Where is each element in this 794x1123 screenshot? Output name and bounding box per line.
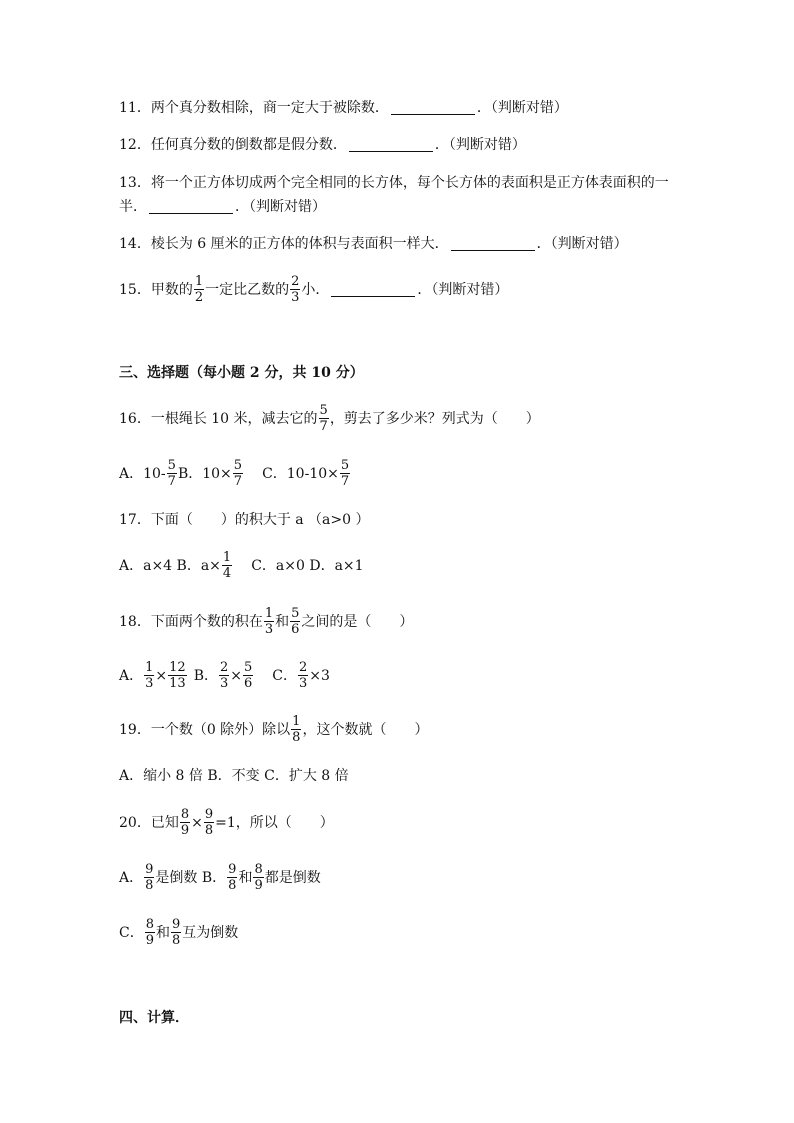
question-13-tail: ．（判断对错） — [235, 199, 326, 215]
question-15-text: 15．甲数的 — [119, 281, 193, 298]
question-12-text: 12．任何真分数的倒数都是假分数． — [119, 137, 347, 153]
question-18-text-mid: 和 — [275, 613, 290, 630]
fraction: $\frac{5}{7}$ — [233, 458, 243, 489]
times-sign: × — [230, 667, 242, 684]
fraction: $\frac{8}{9}$ — [145, 917, 154, 948]
question-14-tail: ．（判断对错） — [536, 236, 628, 252]
question-13-line2 — [119, 200, 326, 214]
question-11-tail: ．（判断对错） — [476, 100, 568, 116]
answer-blank-15[interactable] — [331, 295, 415, 297]
option-b[interactable]: B．10× — [177, 465, 232, 482]
question-19-text-end: ，这个数就（ ） — [302, 721, 429, 738]
fraction: $\frac{2}{3}$ — [219, 660, 229, 691]
question-18-text-end: 之间的是（ ） — [301, 613, 414, 630]
option-a-b[interactable]: A．a×4 B．a× — [119, 557, 221, 574]
question-19-option-list[interactable]: A．缩小 8 倍 B．不变 C．扩大 8 倍 — [119, 768, 349, 784]
fraction: $\frac{5}{7}$ — [340, 458, 350, 489]
question-13-text: 13．将一个正方体切成两个完全相同的长方体，每个长方体的表面积是正方体表面积的一 — [119, 175, 669, 191]
option-c-d[interactable]: C．a×0 D．a×1 — [251, 557, 364, 574]
question-15-tail: ．（判断对错） — [417, 281, 509, 298]
section-title-text: 四、计算． — [119, 1010, 189, 1026]
answer-blank-11[interactable] — [391, 113, 475, 115]
question-18-text: 18．下面两个数的积在 — [119, 613, 263, 630]
question-17 — [119, 513, 370, 527]
question-11-text: 11．两个真分数相除，商一定大于被除数． — [119, 100, 389, 116]
question-12 — [119, 138, 526, 152]
section-4-title — [119, 1011, 189, 1025]
option-c-tail: ×3 — [309, 667, 330, 684]
option-c[interactable]: C． — [272, 667, 297, 684]
times-sign: × — [155, 667, 168, 684]
question-20 — [119, 808, 334, 837]
option-a[interactable]: A． — [119, 869, 144, 886]
fraction: $\frac{1}{3}$ — [264, 606, 274, 637]
section-title-text: 三、选择题（每小题 2 分，共 10 分） — [119, 365, 364, 381]
fraction: $\frac{2}{3}$ — [299, 660, 308, 691]
question-20-option-c — [119, 918, 238, 947]
question-14 — [119, 237, 628, 251]
question-16 — [119, 404, 540, 433]
option-a[interactable]: A． — [119, 667, 144, 684]
option-c-and: 和 — [156, 924, 170, 941]
option-c[interactable]: C． — [119, 924, 144, 941]
times-sign: × — [191, 814, 203, 831]
fraction: $\frac{5}{6}$ — [244, 660, 253, 691]
fraction: $\frac{9}{8}$ — [172, 917, 181, 948]
fraction: $\frac{8}{9}$ — [180, 807, 190, 838]
fraction: $\frac{1}{4}$ — [222, 550, 232, 581]
fraction: $\frac{1}{8}$ — [292, 714, 301, 745]
question-15-text-mid: 一定比乙数的 — [205, 281, 290, 298]
question-15-text-end: 小． — [301, 281, 330, 298]
question-19-options — [119, 769, 349, 783]
fraction: $\frac{12}{13}$ — [169, 660, 186, 691]
fraction: $\frac{2}{3}$ — [291, 274, 300, 305]
question-13-line1 — [119, 176, 669, 190]
option-c[interactable]: C．10-10× — [262, 465, 339, 482]
question-20-options-ab — [119, 863, 321, 892]
question-20-text-end: =1，所以（ ） — [215, 814, 334, 831]
fraction: $\frac{5}{6}$ — [291, 606, 300, 637]
fraction: $\frac{9}{8}$ — [145, 862, 154, 893]
option-a[interactable]: A．10- — [119, 465, 166, 482]
question-20-text: 20．已知 — [119, 814, 179, 831]
fraction: $\frac{5}{7}$ — [319, 403, 328, 434]
question-15 — [119, 275, 508, 304]
question-18 — [119, 607, 413, 636]
question-16-options — [119, 459, 351, 488]
option-a-tail-and-b[interactable]: 是倒数 B． — [155, 869, 227, 886]
question-17-text: 17．下面（ ）的积大于 a （a>0 ） — [119, 512, 370, 528]
section-3-title — [119, 366, 364, 380]
fraction: $\frac{1}{2}$ — [194, 274, 204, 305]
option-b-and: 和 — [238, 869, 253, 886]
fraction: $\frac{5}{7}$ — [167, 458, 176, 489]
fraction: $\frac{9}{8}$ — [228, 862, 237, 893]
answer-blank-14[interactable] — [451, 249, 535, 251]
question-19-text: 19．一个数（0 除外）除以 — [119, 721, 291, 738]
question-17-options — [119, 551, 364, 580]
option-b-tail: 都是倒数 — [264, 869, 321, 886]
question-16-text-end: ，剪去了多少米？列式为（ ） — [329, 410, 540, 427]
question-12-tail: ．（判断对错） — [434, 137, 526, 153]
question-11 — [119, 101, 568, 115]
option-b[interactable]: B． — [193, 667, 218, 684]
question-19 — [119, 715, 428, 744]
option-c-tail: 互为倒数 — [182, 924, 239, 941]
question-13-text-cont: 半． — [119, 199, 147, 215]
fraction: $\frac{1}{3}$ — [145, 660, 154, 691]
fraction: $\frac{8}{9}$ — [254, 862, 263, 893]
question-16-text: 16．一根绳长 10 米，减去它的 — [119, 410, 318, 427]
question-14-text: 14．棱长为 6 厘米的正方体的体积与表面积一样大． — [119, 236, 449, 252]
question-18-options — [119, 661, 330, 690]
answer-blank-13[interactable] — [149, 212, 233, 214]
answer-blank-12[interactable] — [349, 150, 433, 152]
fraction: $\frac{9}{8}$ — [204, 807, 214, 838]
